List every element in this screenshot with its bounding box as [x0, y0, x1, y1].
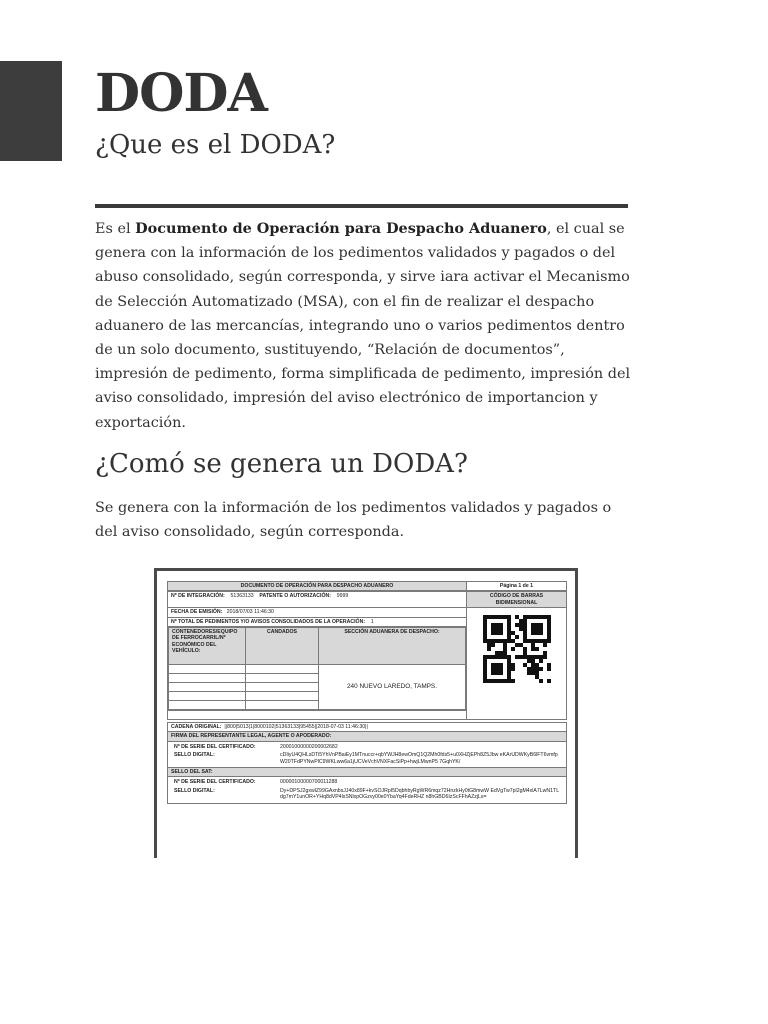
page-title: DODA	[95, 63, 267, 124]
col-candados: CANDADOS	[246, 628, 319, 665]
seccion-value: 240 NUEVO LAREDO, TAMPS.	[319, 665, 466, 710]
col-contenedores: CONTENEDORES/EQUIPO DE FERROCARRIL/Nº ECONÓMICO DEL VEHÍCULO:	[169, 628, 246, 665]
serie-label-1: Nº DE SERIE DEL CERTIFICADO:	[174, 743, 256, 750]
intro-paragraph	[95, 217, 635, 435]
cadena-label: CADENA ORIGINAL:	[171, 724, 222, 731]
sello-label-2: SELLO DIGITAL:	[174, 787, 215, 794]
total-value: 1	[370, 618, 374, 625]
page-subtitle: ¿Que es el DODA?	[95, 130, 336, 160]
sello-value-1: cDIiyU4QHLsDTi5YhVnPBaiEy1MTnuccr+qbYWJH8ewOmQ1Q2Mh0fds5+u0XHZjEPh8Z5Jbw eKArUDWKyB6lFT6vmfpW20TFdPYNwPlC9WKLww6a1jUCVeVchVNXFacSiPp+hwjLMwnP5 7GqhYK/	[280, 752, 558, 765]
cadena-value: ||800|5013|1|8000102|51363133|95455||2018-07-03 11:46:30||	[224, 724, 368, 731]
qr-code-icon	[483, 615, 551, 681]
firma-header: FIRMA DEL REPRESENTANTE LEGAL, AGENTE O APODERADO:	[168, 732, 567, 741]
qr-module	[547, 679, 551, 683]
intro-bold-term: Documento de Operación para Despacho Aduanero	[135, 220, 547, 237]
serie-label-2: Nº DE SERIE DEL CERTIFICADO:	[174, 779, 256, 786]
integracion-value: 51363133	[230, 593, 254, 600]
title-divider	[95, 204, 628, 208]
doc-header: DOCUMENTO DE OPERACIÓN PARA DESPACHO ADUANERO	[168, 582, 467, 591]
fecha-value: 2018/07/03 11:46:30	[226, 609, 274, 616]
barcode-label: CÓDIGO DE BARRAS BIDIMENSIONAL	[467, 592, 567, 608]
containers-table	[168, 627, 466, 710]
patente-value: 9999	[336, 593, 349, 600]
doc-page-label: Página 1 de 1	[467, 582, 567, 591]
doda-document-image	[154, 568, 578, 858]
doc-cadena-table	[167, 722, 567, 804]
sat-header: SELLO DEL SAT:	[168, 768, 567, 777]
sello-label-1: SELLO DIGITAL:	[174, 752, 215, 759]
doc-header-table	[167, 581, 567, 591]
integracion-label: Nº DE INTEGRACIÓN:	[171, 593, 225, 600]
qr-cell	[467, 608, 567, 720]
fecha-label: FECHA DE EMISIÓN:	[171, 609, 223, 616]
doc-main-table	[167, 591, 567, 720]
serie-value-2: 00000100000700011288	[280, 779, 338, 786]
sello-value-2: Dy+DPSJ2gxwlZ99GAxnbsJJ40x89F+kvSOJRpI5DqbhbyRgWR6mqz72HnzkHy0tG8mwW EdVgTw7pl2gM4xlA7LwN1TLdg7mY1unOR+YHq8dVP4lsSNlxpOGzvy00e0YbaYq4FdeRHZ n8hGBD6IzScFFhAZzjLs=	[280, 787, 560, 801]
patente-label: PATENTE O AUTORIZACIÓN:	[259, 593, 331, 600]
section-heading: ¿Comó se genera un DODA?	[95, 449, 468, 479]
col-seccion: SECCIÓN ADUANERA DE DESPACHO:	[319, 628, 466, 665]
intro-rest: , el cual se genera con la información de los pedimentos validados y pagados o del abuso consolidado, según corresponda, y sirve iara activar el Mecanismo de Selección Automatizado (MSA), con el fin de realizar el despacho aduanero de las mercancías, integrando uno o varios pedimentos dentro de un solo documento, sustituyendo, “Relación de documentos”, impresión de pedimento, forma simplificada de pedimento, impresión del aviso consolidado, impresión del aviso electrónico de importancion y exportación.	[95, 221, 631, 431]
section-paragraph: Se genera con la información de los pedimentos validados y pagados o del aviso consolidado, según corresponda.	[95, 500, 612, 541]
total-label: Nº TOTAL DE PEDIMENTOS Y/O AVISOS CONSOLIDADOS DE LA OPERACIÓN:	[171, 618, 366, 625]
intro-prefix: Es el	[95, 221, 136, 237]
side-accent-block	[0, 61, 62, 161]
doda-document	[167, 581, 567, 804]
serie-value-1: 20001000000200002682	[280, 743, 338, 750]
